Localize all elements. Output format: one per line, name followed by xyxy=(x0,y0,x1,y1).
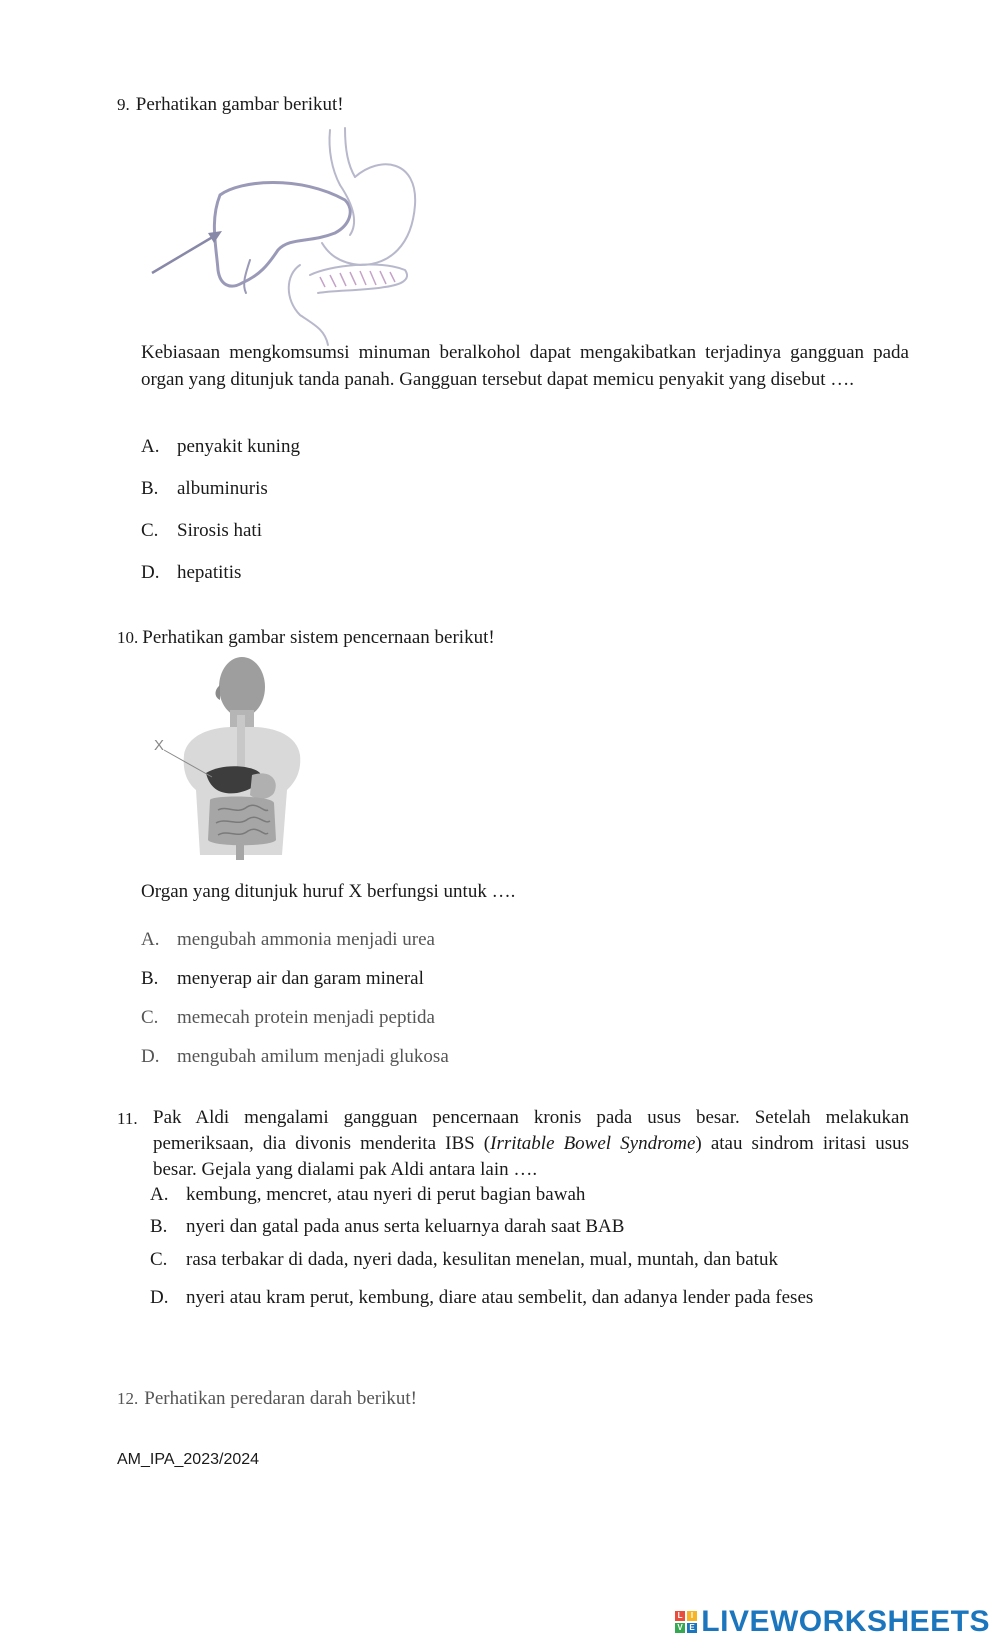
option-letter: B. xyxy=(150,1216,168,1237)
liver-stomach-illustration xyxy=(150,125,450,350)
option-letter: D. xyxy=(150,1287,169,1308)
question-9-heading-text: Perhatikan gambar berikut! xyxy=(135,94,344,115)
question-11-option-c[interactable] xyxy=(150,1248,778,1272)
option-text: memecah protein menjadi peptida xyxy=(177,1007,435,1028)
brand-name: LIVEWORKSHEETS xyxy=(701,1605,990,1638)
option-text: kembung, mencret, atau nyeri di perut bagian bawah xyxy=(186,1184,586,1205)
option-letter: D. xyxy=(141,1046,160,1067)
question-10-stem: Organ yang ditunjuk huruf X berfungsi untuk …. xyxy=(141,881,516,902)
option-letter: C. xyxy=(141,520,159,541)
digestive-system-illustration xyxy=(152,655,312,865)
digestive-system-figure xyxy=(152,655,312,870)
question-12-heading xyxy=(117,1387,417,1411)
question-10-number: 10. xyxy=(117,628,139,647)
question-9-option-a[interactable] xyxy=(141,435,300,459)
question-10-option-b[interactable] xyxy=(141,967,424,991)
question-10-option-a[interactable] xyxy=(141,928,435,952)
option-text: albuminuris xyxy=(177,478,268,499)
option-text: menyerap air dan garam mineral xyxy=(177,968,424,989)
option-text: hepatitis xyxy=(177,562,242,583)
question-11-stem-part-1: Pak Aldi mengalami gangguan pencernaan kronis pada usus besar. Setelah melakukan pemeriksaan, dia divonis menderita IBS ( xyxy=(153,1107,909,1154)
question-11-stem-italic: Irritable Bowel Syndrome xyxy=(490,1133,696,1154)
option-letter: D. xyxy=(141,562,160,583)
option-text: penyakit kuning xyxy=(177,436,300,457)
option-letter: B. xyxy=(141,968,159,989)
question-9-option-b[interactable] xyxy=(141,477,268,501)
option-text: nyeri atau kram perut, kembung, diare atau sembelit, dan adanya lender pada feses xyxy=(186,1287,814,1308)
question-10-heading-text: Perhatikan gambar sistem pencernaan berikut! xyxy=(142,627,495,648)
option-letter: A. xyxy=(141,929,160,950)
option-letter: A. xyxy=(141,436,160,457)
option-letter: A. xyxy=(150,1184,169,1205)
logo-tile-3: V xyxy=(675,1623,685,1633)
option-letter: B. xyxy=(141,478,159,499)
option-text: Sirosis hati xyxy=(177,520,262,541)
logo-tile-1: L xyxy=(675,1611,685,1621)
question-11-option-b[interactable] xyxy=(150,1215,624,1239)
option-text: nyeri dan gatal pada anus serta keluarnya darah saat BAB xyxy=(186,1216,625,1237)
logo-tile-2: I xyxy=(687,1611,697,1621)
logo-tile-4: E xyxy=(687,1623,697,1633)
option-text: mengubah ammonia menjadi urea xyxy=(177,929,435,950)
question-10-option-d[interactable] xyxy=(141,1045,449,1069)
footer-code: AM_IPA_2023/2024 xyxy=(117,1451,260,1468)
question-9-option-d[interactable] xyxy=(141,561,241,585)
liveworksheets-brand[interactable] xyxy=(675,1605,990,1639)
figure-label-x: X xyxy=(154,737,165,754)
question-10-option-c[interactable] xyxy=(141,1006,435,1030)
question-9-stem: Kebiasaan mengkomsumsi minuman beralkohol dapat mengakibatkan terjadinya gangguan pada organ yang ditunjuk tanda panah. Gangguan tersebut dapat memicu penyakit yang disebut …. xyxy=(141,342,909,390)
question-11-stem-part-2: ) atau sindrom iritasi usus besar. Gejala yang dialami pak Aldi antara lain …. xyxy=(153,1133,909,1180)
option-text: rasa terbakar di dada, nyeri dada, kesulitan menelan, mual, muntah, dan batuk xyxy=(186,1249,778,1270)
question-12-number: 12. xyxy=(117,1389,139,1408)
question-9-number: 9. xyxy=(117,95,130,114)
question-10-heading xyxy=(117,626,495,650)
question-9-option-c[interactable] xyxy=(141,519,262,543)
option-letter: C. xyxy=(141,1007,159,1028)
option-text: mengubah amilum menjadi glukosa xyxy=(177,1046,449,1067)
question-11-option-d[interactable] xyxy=(150,1286,813,1310)
option-letter: C. xyxy=(150,1249,168,1270)
question-11-number: 11. xyxy=(117,1109,138,1128)
question-12-heading-text: Perhatikan peredaran darah berikut! xyxy=(144,1388,417,1409)
question-11-option-a[interactable] xyxy=(150,1183,585,1207)
question-9-heading xyxy=(117,93,344,117)
question-11-stem xyxy=(153,1105,909,1183)
liver-stomach-figure xyxy=(150,125,450,355)
liveworksheets-logo-icon xyxy=(675,1611,697,1633)
